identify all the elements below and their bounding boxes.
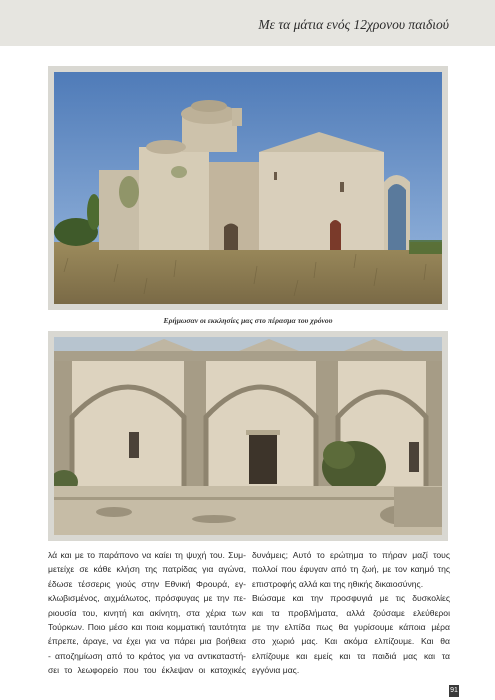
text-line: επιστροφής αλλά και της ηθικής δικαιοσύνης.	[252, 578, 424, 589]
figure-church-frame	[48, 66, 448, 310]
text-line: Βιώσαμε και την προσφυγιά με τις δυσκολίες	[252, 593, 450, 604]
text-line: σει το λεωφορείο που του έκλεψαν οι κατοχικές	[48, 665, 246, 676]
body-column-left	[48, 548, 246, 678]
text-line: κλωβισμένος, αιχμάλωτος, πρόσφυγας με την πε-	[48, 593, 246, 604]
text-line: στο χωριό μας. Και ακόμα ελπίζουμε. Και θα	[252, 636, 450, 647]
text-line: ελπίζουμε και εμείς και τα παιδιά μας και τα	[252, 650, 450, 661]
text-line: λά και με το παράπονο να καίει τη ψυχή του. Συμ-	[48, 550, 246, 560]
text-line: έπρεπε, άραγε, να έχει για να πάρει μια βοήθεια	[48, 636, 246, 647]
figure-arcade-frame	[48, 331, 448, 541]
running-header-title: Με τα μάτια ενός 12χρονου παιδιού	[258, 17, 449, 32]
text-line: δυνάμεις; Αυτό το ερώτημα το πήραν μαζί τους	[252, 550, 450, 560]
text-line: Τούρκων. Ποιο μέσο και ποια κομματική ταυτότητα	[48, 622, 246, 633]
text-line: μετείχε σε κάθε κλήση της πατρίδας για αγώνα,	[48, 564, 246, 575]
body-column-right	[252, 548, 450, 678]
text-line: έδωσε τέσσερις γιούς στην Εθνική Φρουρά, εγ-	[48, 578, 246, 589]
text-line: εγγόνια μας.	[252, 665, 300, 676]
text-line: πολλοί που έφυγαν από τη ζωή, με τον καημό της	[252, 564, 450, 575]
running-header-band	[0, 0, 495, 46]
church-photo	[54, 72, 442, 304]
text-line: με την ελπίδα πως θα γυρίσουμε κάποια μέρα	[252, 622, 450, 633]
figure-caption: Ερήμωσαν οι εκκλησίες μας στο πέρασμα του χρόνου	[163, 316, 333, 325]
text-line: - αποζημίωση από το κράτος για να αντικαταστή-	[48, 650, 246, 661]
page-number: 91	[449, 685, 459, 697]
text-line: ριουσία του, κινητή και ακίνητη, στα χέρια των	[48, 607, 246, 618]
arcade-photo	[54, 337, 442, 535]
text-line: και τα προβλήματα, αλλά ζούσαμε ελεύθεροι	[252, 607, 450, 618]
